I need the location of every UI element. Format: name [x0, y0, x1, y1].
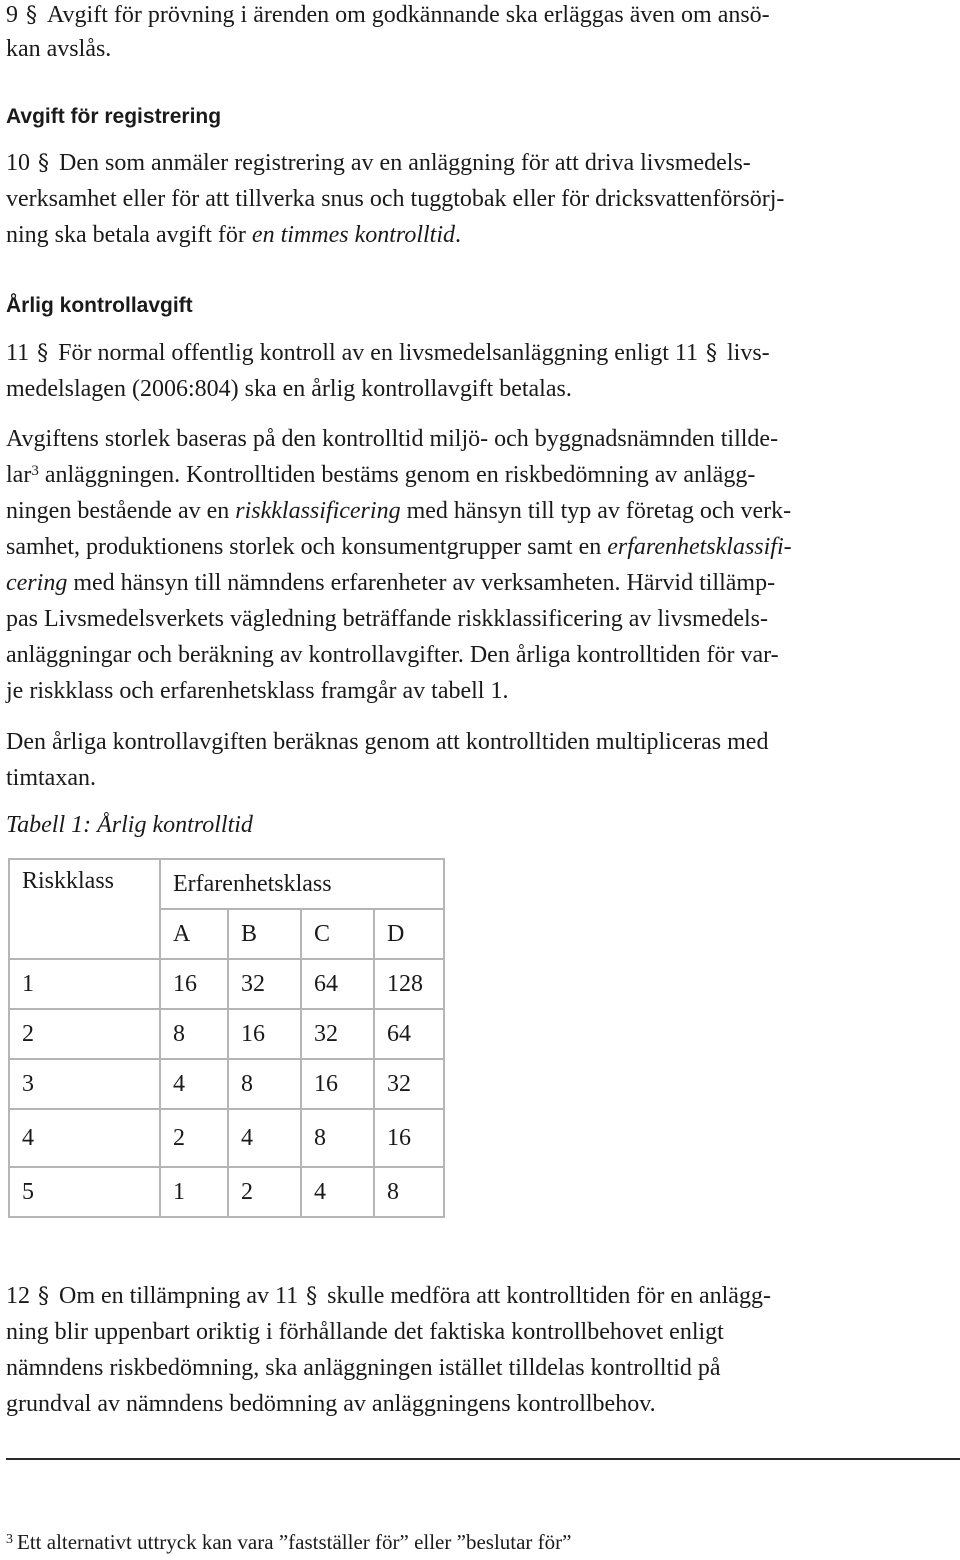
section-9-text-2: kan avslås. [6, 36, 112, 62]
footnote-divider [6, 1458, 960, 1460]
table-cell: 1 [9, 959, 160, 1009]
section-sign: § [38, 151, 49, 176]
section-sign: § [38, 1284, 49, 1309]
table-cell: 3 [9, 1059, 160, 1109]
table-cell: 32 [374, 1059, 444, 1109]
header-col-a: A [160, 909, 228, 959]
footnote-text: Ett alternativt uttryck kan vara ”fastställer för” eller ”beslutar för” [17, 1530, 572, 1554]
header-experience-class: Erfarenhetsklass [160, 859, 444, 909]
section-10-text-1: Den som anmäler registrering av en anläggning för att driva livsmedels- [59, 150, 751, 176]
footnote [6, 1530, 571, 1555]
section-10-text-3: ning ska betala avgift för [6, 222, 252, 248]
table-cell: 32 [301, 1009, 374, 1059]
para2-line-5 [6, 568, 775, 598]
section-10-number: 10 [6, 150, 30, 176]
table-cell: 128 [374, 959, 444, 1009]
para2-text-2b: anläggningen. Kontrolltiden bestäms genom en riskbedömning av anlägg- [38, 462, 756, 488]
section-11-text-1: För normal offentlig kontroll av en livsmedelsanläggning enligt 11 [58, 340, 698, 366]
table-header-row [9, 859, 444, 909]
section-12-text-1b: skulle medföra att kontrolltiden för en anlägg- [327, 1283, 771, 1309]
section-11-line-1 [6, 338, 770, 369]
table-cell: 8 [228, 1059, 301, 1109]
para2-text-4a: samhet, produktionens storlek och konsumentgrupper samt en [6, 534, 608, 560]
emphasis-experience-classification-end: cering [6, 570, 68, 596]
heading-annual-fee: Årlig kontrollavgift [6, 294, 193, 317]
table-cell: 4 [160, 1059, 228, 1109]
table-cell: 4 [301, 1167, 374, 1217]
header-col-c: C [301, 909, 374, 959]
section-12-text-2: ning blir uppenbart oriktig i förhållande det faktiska kontrollbehovet enligt [6, 1319, 724, 1345]
header-risk-class: Riskklass [9, 859, 160, 959]
emphasis-experience-classification: erfarenhetsklassifi- [607, 534, 792, 560]
table-row [9, 1167, 444, 1217]
para2-line-2 [6, 460, 755, 490]
heading-registration: Avgift för registrering [6, 105, 222, 128]
section-10-line-1 [6, 148, 751, 179]
para2-line-4 [6, 532, 792, 562]
section-12-text-4: grundval av nämndens bedömning av anläggningens kontrollbehov. [6, 1391, 656, 1417]
section-11-text-2: medelslagen (2006:804) ska en årlig kontrollavgift betalas. [6, 376, 572, 402]
para2-line-3 [6, 496, 791, 526]
table-cell: 5 [9, 1167, 160, 1217]
section-sign: § [306, 1284, 318, 1309]
section-12-number: 12 [6, 1283, 30, 1309]
section-12-text-3: nämndens riskbedömning, ska anläggningen istället tilldelas kontrolltid på [6, 1355, 721, 1381]
section-9-number: 9 [6, 2, 18, 28]
table-cell: 16 [228, 1009, 301, 1059]
section-9-line-1 [6, 0, 770, 31]
header-col-b: B [228, 909, 301, 959]
para2-line-8: je riskklass och erfarenhetsklass framgår av tabell 1. [6, 678, 509, 704]
table-cell: 64 [374, 1009, 444, 1059]
table-row [9, 959, 444, 1009]
table-cell: 2 [228, 1167, 301, 1217]
para3-line-1: Den årliga kontrollavgiften beräknas genom att kontrolltiden multipliceras med [6, 729, 769, 755]
table-row [9, 1009, 444, 1059]
control-time-table [8, 858, 445, 1218]
table-cell: 16 [160, 959, 228, 1009]
para2-line-1: Avgiftens storlek baseras på den kontrolltid miljö- och byggnadsnämnden tillde- [6, 426, 779, 452]
section-12-text-1a: Om en tillämpning av 11 [59, 1283, 299, 1309]
para2-line-7: anläggningar och beräkning av kontrollavgifter. Den årliga kontrolltiden för var- [6, 642, 779, 668]
table-cell: 16 [301, 1059, 374, 1109]
para2-text-3b: med hänsyn till typ av företag och verk- [400, 498, 792, 524]
table-row [9, 1109, 444, 1167]
para2-text-3a: ningen bestående av en [6, 498, 236, 524]
table-cell: 8 [374, 1167, 444, 1217]
emphasis-risk-classification: riskklassificering [235, 498, 401, 524]
table-cell: 8 [160, 1009, 228, 1059]
period: . [455, 222, 462, 248]
table-row [9, 1059, 444, 1109]
section-11-number: 11 [6, 340, 30, 366]
para3-line-2: timtaxan. [6, 765, 96, 791]
section-10-text-2: verksamhet eller för att tillverka snus och tuggtobak eller för dricksvattenförsörj- [6, 186, 785, 212]
para2-line-6: pas Livsmedelsverkets vägledning beträffande riskklassificering av livsmedels- [6, 606, 768, 632]
emphasis-one-hour: en timmes kontrolltid [251, 222, 456, 248]
table-caption: Tabell 1: Årlig kontrolltid [6, 812, 253, 838]
table-cell: 2 [160, 1109, 228, 1167]
table-cell: 4 [9, 1109, 160, 1167]
section-12-line-1 [6, 1281, 771, 1312]
section-sign: § [37, 341, 49, 366]
section-11-text-1b: livs- [727, 340, 770, 366]
header-col-d: D [374, 909, 444, 959]
section-9-text-1: Avgift för prövning i ärenden om godkännande ska erläggas även om ansö- [47, 2, 770, 28]
table-cell: 2 [9, 1009, 160, 1059]
table-cell: 8 [301, 1109, 374, 1167]
para2-text-2a: lar [6, 462, 32, 488]
section-sign: § [706, 341, 717, 366]
section-sign: § [26, 3, 37, 28]
table-cell: 64 [301, 959, 374, 1009]
footnote-ref: 3 [31, 463, 39, 479]
para2-text-5b: med hänsyn till nämndens erfarenheter av verksamheten. Härvid tillämp- [67, 570, 776, 596]
section-10-line-3 [6, 220, 461, 250]
table-cell: 4 [228, 1109, 301, 1167]
table-cell: 1 [160, 1167, 228, 1217]
footnote-number: 3 [6, 1532, 13, 1547]
table-cell: 16 [374, 1109, 444, 1167]
table-cell: 32 [228, 959, 301, 1009]
